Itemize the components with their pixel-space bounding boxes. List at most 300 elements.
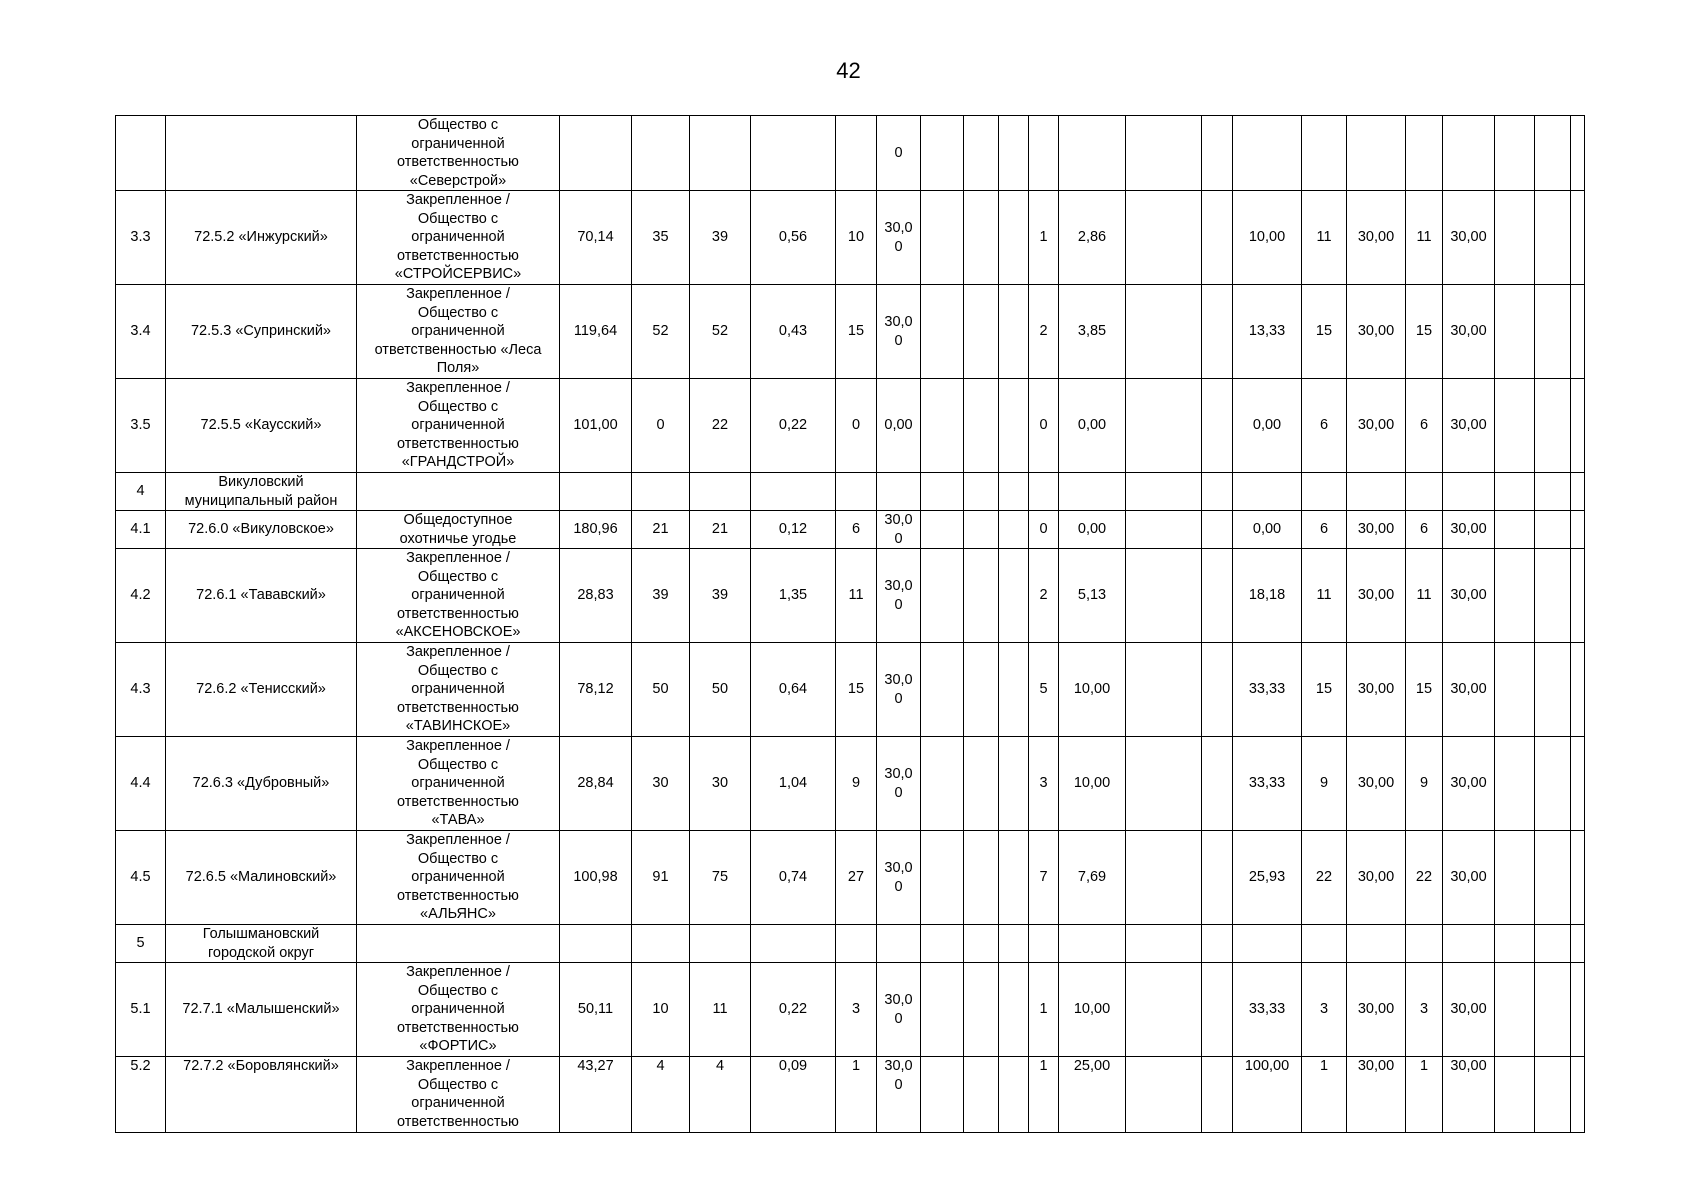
cell-row-number: 3.3	[116, 191, 166, 285]
cell-col-20: 11	[1406, 549, 1443, 643]
cell-col-14: 0,00	[1059, 511, 1126, 549]
cell-col-11	[964, 1057, 999, 1133]
cell-col-21: 30,00	[1443, 379, 1495, 473]
cell-col-20: 3	[1406, 963, 1443, 1057]
cell-col-6: 39	[690, 191, 751, 285]
cell-col-5	[632, 925, 690, 963]
cell-col-24	[1571, 116, 1585, 191]
cell-col-8: 10	[836, 191, 877, 285]
cell-col-23	[1535, 116, 1571, 191]
cell-col-22	[1495, 831, 1535, 925]
cell-col-10	[921, 473, 964, 511]
cell-col-17: 0,00	[1233, 511, 1302, 549]
cell-col-10	[921, 831, 964, 925]
table-row	[116, 511, 1585, 549]
cell-col-5: 91	[632, 831, 690, 925]
cell-hunting-ground-name: 72.6.1 «Тававский»	[166, 549, 357, 643]
cell-col-24	[1571, 1057, 1585, 1133]
cell-hunting-ground-name: 72.5.2 «Инжурский»	[166, 191, 357, 285]
cell-col-15	[1126, 925, 1202, 963]
cell-col-16	[1202, 1057, 1233, 1133]
cell-col-21: 30,00	[1443, 643, 1495, 737]
cell-ground-category: Общество с ограниченной ответственностью «Северстрой»	[357, 116, 560, 191]
cell-area: 43,27	[560, 1057, 632, 1133]
cell-col-18: 6	[1302, 511, 1347, 549]
cell-col-22	[1495, 191, 1535, 285]
cell-area	[560, 473, 632, 511]
cell-col-15	[1126, 1057, 1202, 1133]
cell-col-8: 11	[836, 549, 877, 643]
cell-col-14: 2,86	[1059, 191, 1126, 285]
cell-col-21	[1443, 473, 1495, 511]
cell-col-10	[921, 379, 964, 473]
cell-col-24	[1571, 925, 1585, 963]
cell-col-18: 6	[1302, 379, 1347, 473]
cell-col-14: 0,00	[1059, 379, 1126, 473]
cell-col-19: 30,00	[1347, 737, 1406, 831]
table-row	[116, 473, 1585, 511]
cell-row-number: 3.4	[116, 285, 166, 379]
cell-col-6: 21	[690, 511, 751, 549]
cell-row-number: 4.5	[116, 831, 166, 925]
cell-col-19	[1347, 473, 1406, 511]
cell-hunting-ground-name: 72.5.5 «Каусский»	[166, 379, 357, 473]
cell-col-13: 0	[1029, 379, 1059, 473]
cell-col-17: 10,00	[1233, 191, 1302, 285]
cell-col-22	[1495, 1057, 1535, 1133]
cell-col-20	[1406, 925, 1443, 963]
cell-col-12	[999, 285, 1029, 379]
cell-hunting-ground-name: 72.7.1 «Малышенский»	[166, 963, 357, 1057]
cell-col-22	[1495, 549, 1535, 643]
cell-row-number: 5.2	[116, 1057, 166, 1133]
cell-col-18	[1302, 116, 1347, 191]
cell-col-10	[921, 511, 964, 549]
cell-ground-category: Закрепленное / Общество с ограниченной ответственностью «ТАВА»	[357, 737, 560, 831]
cell-col-5	[632, 473, 690, 511]
cell-col-11	[964, 379, 999, 473]
cell-col-24	[1571, 511, 1585, 549]
cell-col-22	[1495, 963, 1535, 1057]
cell-col-9: 30,0 0	[877, 1057, 921, 1133]
table-row	[116, 925, 1585, 963]
cell-col-6: 50	[690, 643, 751, 737]
cell-col-21: 30,00	[1443, 737, 1495, 831]
cell-col-11	[964, 963, 999, 1057]
cell-col-8	[836, 925, 877, 963]
cell-col-12	[999, 473, 1029, 511]
cell-col-21: 30,00	[1443, 285, 1495, 379]
cell-col-6: 22	[690, 379, 751, 473]
hunting-grounds-table	[115, 115, 1585, 1133]
cell-col-18	[1302, 473, 1347, 511]
cell-col-5: 30	[632, 737, 690, 831]
cell-area: 101,00	[560, 379, 632, 473]
cell-col-22	[1495, 116, 1535, 191]
table-row	[116, 116, 1585, 191]
cell-col-10	[921, 285, 964, 379]
cell-row-number: 4	[116, 473, 166, 511]
cell-col-17: 0,00	[1233, 379, 1302, 473]
cell-ground-category: Закрепленное / Общество с ограниченной ответственностью «СТРОЙСЕРВИС»	[357, 191, 560, 285]
cell-row-number: 4.4	[116, 737, 166, 831]
cell-col-6: 11	[690, 963, 751, 1057]
cell-col-5: 52	[632, 285, 690, 379]
cell-area: 50,11	[560, 963, 632, 1057]
cell-ground-category: Общедоступное охотничье угодье	[357, 511, 560, 549]
cell-col-16	[1202, 549, 1233, 643]
cell-col-19	[1347, 925, 1406, 963]
table-row	[116, 963, 1585, 1057]
cell-col-11	[964, 643, 999, 737]
cell-col-7: 1,35	[751, 549, 836, 643]
cell-col-14	[1059, 473, 1126, 511]
cell-col-21: 30,00	[1443, 963, 1495, 1057]
cell-col-17: 13,33	[1233, 285, 1302, 379]
cell-col-12	[999, 737, 1029, 831]
cell-col-6: 75	[690, 831, 751, 925]
cell-col-6: 39	[690, 549, 751, 643]
cell-col-16	[1202, 116, 1233, 191]
cell-col-14: 10,00	[1059, 963, 1126, 1057]
cell-col-19: 30,00	[1347, 549, 1406, 643]
cell-col-5: 50	[632, 643, 690, 737]
cell-col-24	[1571, 737, 1585, 831]
cell-col-5: 35	[632, 191, 690, 285]
cell-col-23	[1535, 963, 1571, 1057]
cell-col-8: 6	[836, 511, 877, 549]
cell-col-13: 1	[1029, 191, 1059, 285]
cell-col-9	[877, 473, 921, 511]
cell-col-7: 0,22	[751, 379, 836, 473]
cell-area: 119,64	[560, 285, 632, 379]
cell-col-13: 7	[1029, 831, 1059, 925]
cell-col-18: 15	[1302, 643, 1347, 737]
cell-col-18: 1	[1302, 1057, 1347, 1133]
cell-col-24	[1571, 473, 1585, 511]
table-row	[116, 549, 1585, 643]
cell-col-22	[1495, 285, 1535, 379]
cell-col-16	[1202, 963, 1233, 1057]
cell-col-13: 1	[1029, 963, 1059, 1057]
cell-col-9: 30,0 0	[877, 511, 921, 549]
cell-col-11	[964, 737, 999, 831]
cell-col-8: 9	[836, 737, 877, 831]
cell-col-9: 0,00	[877, 379, 921, 473]
cell-col-15	[1126, 473, 1202, 511]
cell-ground-category: Закрепленное / Общество с ограниченной ответственностью «ФОРТИС»	[357, 963, 560, 1057]
cell-col-19: 30,00	[1347, 285, 1406, 379]
cell-col-10	[921, 1057, 964, 1133]
cell-col-14: 7,69	[1059, 831, 1126, 925]
cell-col-19: 30,00	[1347, 643, 1406, 737]
cell-col-20: 11	[1406, 191, 1443, 285]
cell-col-17: 25,93	[1233, 831, 1302, 925]
cell-col-23	[1535, 737, 1571, 831]
cell-col-8	[836, 116, 877, 191]
cell-col-13: 2	[1029, 285, 1059, 379]
cell-col-16	[1202, 511, 1233, 549]
cell-area: 28,83	[560, 549, 632, 643]
cell-col-22	[1495, 925, 1535, 963]
cell-col-9: 30,0 0	[877, 831, 921, 925]
cell-col-11	[964, 511, 999, 549]
cell-hunting-ground-name: 72.6.2 «Тенисский»	[166, 643, 357, 737]
cell-col-21: 30,00	[1443, 511, 1495, 549]
cell-col-5	[632, 116, 690, 191]
cell-col-23	[1535, 473, 1571, 511]
cell-col-18: 3	[1302, 963, 1347, 1057]
cell-row-number: 5	[116, 925, 166, 963]
cell-row-number: 4.1	[116, 511, 166, 549]
cell-col-17	[1233, 473, 1302, 511]
cell-col-23	[1535, 191, 1571, 285]
cell-hunting-ground-name: Викуловский муниципальный район	[166, 473, 357, 511]
cell-col-17: 100,00	[1233, 1057, 1302, 1133]
cell-col-19: 30,00	[1347, 379, 1406, 473]
cell-col-6	[690, 925, 751, 963]
cell-col-14: 25,00	[1059, 1057, 1126, 1133]
cell-col-18: 22	[1302, 831, 1347, 925]
cell-area: 180,96	[560, 511, 632, 549]
cell-col-11	[964, 285, 999, 379]
table-row	[116, 285, 1585, 379]
cell-col-5: 0	[632, 379, 690, 473]
cell-col-8: 1	[836, 1057, 877, 1133]
cell-hunting-ground-name: 72.5.3 «Супринский»	[166, 285, 357, 379]
cell-col-7: 0,43	[751, 285, 836, 379]
cell-col-15	[1126, 285, 1202, 379]
cell-hunting-ground-name: Голышмановский городской округ	[166, 925, 357, 963]
cell-col-20: 6	[1406, 511, 1443, 549]
cell-col-11	[964, 925, 999, 963]
cell-col-19: 30,00	[1347, 831, 1406, 925]
cell-col-12	[999, 1057, 1029, 1133]
cell-col-22	[1495, 643, 1535, 737]
cell-col-17: 33,33	[1233, 737, 1302, 831]
cell-col-15	[1126, 191, 1202, 285]
cell-col-12	[999, 963, 1029, 1057]
cell-col-5: 4	[632, 1057, 690, 1133]
cell-col-17: 18,18	[1233, 549, 1302, 643]
cell-col-13	[1029, 473, 1059, 511]
cell-col-18: 11	[1302, 549, 1347, 643]
page-number: 42	[836, 58, 861, 83]
cell-col-10	[921, 643, 964, 737]
cell-area: 78,12	[560, 643, 632, 737]
cell-col-21: 30,00	[1443, 1057, 1495, 1133]
cell-col-23	[1535, 831, 1571, 925]
cell-col-16	[1202, 737, 1233, 831]
cell-col-16	[1202, 925, 1233, 963]
cell-hunting-ground-name: 72.6.5 «Малиновский»	[166, 831, 357, 925]
cell-col-12	[999, 643, 1029, 737]
cell-area: 28,84	[560, 737, 632, 831]
cell-col-24	[1571, 191, 1585, 285]
cell-col-23	[1535, 1057, 1571, 1133]
cell-row-number: 4.3	[116, 643, 166, 737]
cell-col-11	[964, 191, 999, 285]
cell-col-5: 39	[632, 549, 690, 643]
cell-col-18: 9	[1302, 737, 1347, 831]
cell-col-24	[1571, 831, 1585, 925]
cell-col-16	[1202, 191, 1233, 285]
cell-col-7	[751, 473, 836, 511]
cell-col-17: 33,33	[1233, 643, 1302, 737]
cell-col-23	[1535, 511, 1571, 549]
cell-col-22	[1495, 379, 1535, 473]
cell-col-7: 0,12	[751, 511, 836, 549]
table-row	[116, 831, 1585, 925]
cell-col-20	[1406, 116, 1443, 191]
cell-col-14: 5,13	[1059, 549, 1126, 643]
cell-col-7: 1,04	[751, 737, 836, 831]
cell-col-7	[751, 925, 836, 963]
cell-col-21: 30,00	[1443, 191, 1495, 285]
cell-col-8: 27	[836, 831, 877, 925]
cell-col-19: 30,00	[1347, 191, 1406, 285]
cell-col-7: 0,09	[751, 1057, 836, 1133]
cell-col-15	[1126, 549, 1202, 643]
cell-col-17	[1233, 925, 1302, 963]
cell-area	[560, 116, 632, 191]
cell-col-9	[877, 925, 921, 963]
cell-col-20: 15	[1406, 285, 1443, 379]
cell-col-9: 30,0 0	[877, 285, 921, 379]
cell-col-12	[999, 191, 1029, 285]
cell-ground-category: Закрепленное / Общество с ограниченной ответственностью «АКСЕНОВСКОЕ»	[357, 549, 560, 643]
cell-col-22	[1495, 511, 1535, 549]
cell-col-19	[1347, 116, 1406, 191]
cell-col-12	[999, 116, 1029, 191]
cell-col-6: 30	[690, 737, 751, 831]
cell-col-7: 0,22	[751, 963, 836, 1057]
cell-col-12	[999, 831, 1029, 925]
cell-col-9: 30,0 0	[877, 549, 921, 643]
cell-col-9: 30,0 0	[877, 963, 921, 1057]
cell-col-7: 0,64	[751, 643, 836, 737]
cell-col-8: 0	[836, 379, 877, 473]
cell-col-6	[690, 473, 751, 511]
cell-col-9: 30,0 0	[877, 191, 921, 285]
cell-col-7: 0,74	[751, 831, 836, 925]
cell-col-6: 4	[690, 1057, 751, 1133]
cell-col-18: 15	[1302, 285, 1347, 379]
cell-ground-category: Закрепленное / Общество с ограниченной ответственностью «Леса Поля»	[357, 285, 560, 379]
cell-col-5: 10	[632, 963, 690, 1057]
cell-col-14: 10,00	[1059, 643, 1126, 737]
cell-col-18: 11	[1302, 191, 1347, 285]
cell-col-20: 15	[1406, 643, 1443, 737]
cell-col-13	[1029, 116, 1059, 191]
cell-col-14	[1059, 116, 1126, 191]
cell-col-13: 1	[1029, 1057, 1059, 1133]
cell-col-14: 10,00	[1059, 737, 1126, 831]
cell-col-23	[1535, 643, 1571, 737]
cell-col-15	[1126, 831, 1202, 925]
cell-col-23	[1535, 549, 1571, 643]
cell-col-20: 1	[1406, 1057, 1443, 1133]
cell-col-15	[1126, 963, 1202, 1057]
cell-col-15	[1126, 116, 1202, 191]
cell-row-number	[116, 116, 166, 191]
cell-col-16	[1202, 379, 1233, 473]
cell-ground-category	[357, 925, 560, 963]
cell-col-8: 15	[836, 643, 877, 737]
cell-col-11	[964, 549, 999, 643]
cell-col-12	[999, 549, 1029, 643]
cell-ground-category: Закрепленное / Общество с ограниченной ответственностью «ТАВИНСКОЕ»	[357, 643, 560, 737]
cell-col-10	[921, 737, 964, 831]
cell-col-6: 52	[690, 285, 751, 379]
cell-col-19: 30,00	[1347, 963, 1406, 1057]
cell-col-16	[1202, 643, 1233, 737]
cell-col-20	[1406, 473, 1443, 511]
cell-col-10	[921, 191, 964, 285]
cell-col-24	[1571, 549, 1585, 643]
cell-col-24	[1571, 285, 1585, 379]
cell-col-13	[1029, 925, 1059, 963]
cell-col-23	[1535, 285, 1571, 379]
cell-col-23	[1535, 379, 1571, 473]
cell-ground-category	[357, 473, 560, 511]
cell-row-number: 4.2	[116, 549, 166, 643]
table-row	[116, 191, 1585, 285]
cell-col-15	[1126, 737, 1202, 831]
cell-col-13: 3	[1029, 737, 1059, 831]
cell-col-15	[1126, 379, 1202, 473]
table-row	[116, 737, 1585, 831]
cell-col-22	[1495, 737, 1535, 831]
cell-col-24	[1571, 643, 1585, 737]
cell-col-14: 3,85	[1059, 285, 1126, 379]
cell-col-20: 22	[1406, 831, 1443, 925]
cell-col-10	[921, 963, 964, 1057]
cell-col-11	[964, 473, 999, 511]
cell-col-13: 2	[1029, 549, 1059, 643]
cell-col-11	[964, 831, 999, 925]
cell-col-16	[1202, 473, 1233, 511]
cell-col-7	[751, 116, 836, 191]
cell-area	[560, 925, 632, 963]
cell-hunting-ground-name: 72.6.3 «Дубровный»	[166, 737, 357, 831]
cell-col-21	[1443, 116, 1495, 191]
cell-col-14	[1059, 925, 1126, 963]
cell-col-12	[999, 511, 1029, 549]
cell-col-11	[964, 116, 999, 191]
cell-col-6	[690, 116, 751, 191]
cell-col-16	[1202, 831, 1233, 925]
cell-col-17: 33,33	[1233, 963, 1302, 1057]
cell-row-number: 3.5	[116, 379, 166, 473]
cell-row-number: 5.1	[116, 963, 166, 1057]
cell-ground-category: Закрепленное / Общество с ограниченной ответственностью «ГРАНДСТРОЙ»	[357, 379, 560, 473]
cell-col-22	[1495, 473, 1535, 511]
cell-col-15	[1126, 511, 1202, 549]
cell-ground-category: Закрепленное / Общество с ограниченной ответственностью «АЛЬЯНС»	[357, 831, 560, 925]
cell-col-7: 0,56	[751, 191, 836, 285]
cell-area: 100,98	[560, 831, 632, 925]
table-row	[116, 379, 1585, 473]
cell-col-12	[999, 379, 1029, 473]
cell-col-10	[921, 925, 964, 963]
cell-col-9: 30,0 0	[877, 643, 921, 737]
cell-col-8: 3	[836, 963, 877, 1057]
cell-col-5: 21	[632, 511, 690, 549]
cell-col-23	[1535, 925, 1571, 963]
cell-col-8: 15	[836, 285, 877, 379]
cell-hunting-ground-name: 72.6.0 «Викуловское»	[166, 511, 357, 549]
